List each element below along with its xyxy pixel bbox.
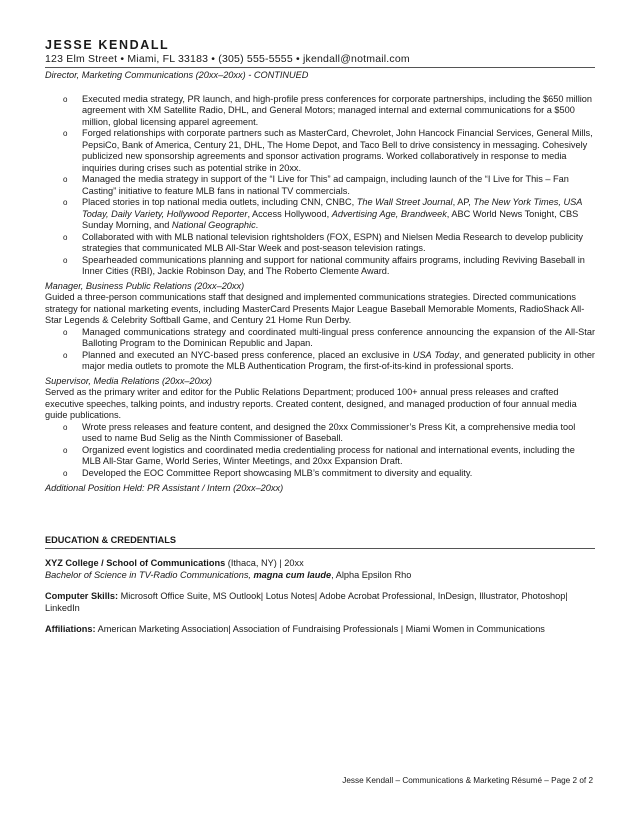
list-item: o Developed the EOC Committee Report showcasing MLB’s commitment to diversity and equality. — [63, 467, 473, 478]
list-item: o Planned and executed an NYC-based press conference, placed an exclusive in USA Today, and generated publicity in other major media outlets to promote the MLB Authentication Program, the first-of-its-kind in professional sports. — [63, 349, 595, 371]
affiliations: Affiliations: American Marketing Association| Association of Fundraising Professionals | Miami Women in Communications — [45, 624, 545, 634]
page-footer: Jesse Kendall – Communications & Marketing Résumé – Page 2 of 2 — [342, 776, 593, 785]
bullet-icon: o — [63, 468, 68, 478]
list-item: o Managed the media strategy in support of the “I Live for This” ad campaign, including launch of the “I Live for This – Fan Casting” initiative to feature MLB fans in national TV commercials. — [63, 174, 569, 196]
director-bullet-list — [45, 94, 595, 278]
list-item: o Placed stories in top national media outlets, including CNN, CNBC, The Wall Street Journal, AP, The New York Times, USA Today, Daily Variety, Hollywood Reporter, Access Hollywood, Advertising Age, Brandweek, ABC World News Tonight, CBS Sunday Morning, and National Geographic. — [63, 197, 583, 230]
list-item: o Collaborated with with MLB national television rightsholders (FOX, ESPN) and Nielsen Media Research to develop publicity strategies that communicated MLB All-Star Week and post-season television ratings. — [63, 231, 583, 253]
candidate-name: JESSE KENDALL — [45, 38, 170, 52]
list-item: o Managed communications strategy and coordinated multi-lingual press conference announcing the expansion of the All-Star Balloting Program to the Dominican Republic and Japan. — [63, 326, 595, 348]
supervisor-job-title: Supervisor, Media Relations (20xx–20xx) — [45, 375, 212, 386]
manager-bullet-list — [45, 327, 595, 373]
bullet-icon: o — [63, 94, 68, 104]
education-divider — [45, 548, 595, 549]
school-line: XYZ College / School of Communications (Ithaca, NY) | 20xx — [45, 558, 304, 568]
bullet-icon: o — [63, 129, 68, 138]
manager-summary: Guided a three-person communications staff that designed and implemented communications strategies. Directed communications strategy for national marketing events, including MasterCard Presents Major League Baseball Memorable Moments, RadioShack All-Star Legends & Celebrity Softball Game, and Century 21 Home Run Derby. — [45, 292, 585, 325]
bullet-icon: o — [63, 327, 68, 337]
list-item: o Executed media strategy, PR launch, and high-profile press conferences for corporate partnerships, including the $650 million agreement with XM Satellite Radio, DHL, and General Motors; managed internal and external communications for a $500 million, global licensing apparel agreement. — [63, 93, 593, 127]
list-item: o Wrote press releases and feature content, and designed the 20xx Commissioner’s Press Kit, a comprehensive media tool used to name Bud Selig as the Ninth Commissioner of Baseball. — [63, 421, 576, 443]
additional-position: Additional Position Held: PR Assistant / Intern (20xx–20xx) — [45, 483, 284, 493]
supervisor-bullet-list — [45, 422, 595, 480]
supervisor-summary: Served as the primary writer and editor for the Public Relations Department; produced 100+ annual press releases and crafted executive speeches, talking points, and industry reports. Created content, designed, and managed production of four annual media guide publications. — [45, 387, 577, 420]
header-divider — [45, 67, 595, 68]
list-item: o Forged relationships with corporate partners such as MasterCard, Chevrolet, John Hancock Financial Services, General Mills, PepsiCo, Bank of America, Century 21, DHL, The Home Depot, and Taco Bell to drive consistency in messaging. Cohesively publicized new sponsorship agreements and sponsor activation programs. Worked collaboratively in response to media inquiries during crises such as potential strike in 20xx. — [63, 128, 593, 173]
manager-job-title: Manager, Business Public Relations (20xx–20xx) — [45, 280, 245, 291]
list-item: o Spearheaded communications planning and support for national community affairs programs, including Reviving Baseball in Inner Cities (RBI), Jackie Robinson Day, and The Roberto Clemente Award. — [63, 254, 585, 276]
bullet-icon: o — [63, 255, 68, 265]
bullet-icon: o — [63, 232, 68, 242]
bullet-icon: o — [63, 198, 68, 207]
degree-line: Bachelor of Science in TV-Radio Communications, magna cum laude, Alpha Epsilon Rho — [45, 569, 412, 580]
bullet-icon: o — [63, 445, 68, 455]
education-heading: EDUCATION & CREDENTIALS — [45, 534, 177, 545]
list-item: o Organized event logistics and coordinated media credentialing process for national and international events, including the MLB All-Star Game, World Series, Winter Meetings, and 20xx Expansion Draft. — [63, 444, 575, 466]
contact-line: 123 Elm Street • Miami, FL 33183 • (305) 555-5555 • jkendall@notmail.com — [45, 53, 410, 65]
computer-skills: Computer Skills: Microsoft Office Suite, MS Outlook| Lotus Notes| Adobe Acrobat Professional, InDesign, Illustrator, Photoshop| LinkedIn — [45, 591, 568, 613]
resume-page — [45, 38, 595, 636]
bullet-icon: o — [63, 422, 68, 432]
bullet-icon: o — [63, 350, 68, 360]
bullet-icon: o — [63, 175, 68, 184]
continued-job-title: Director, Marketing Communications (20xx–20xx) - CONTINUED — [45, 70, 309, 80]
